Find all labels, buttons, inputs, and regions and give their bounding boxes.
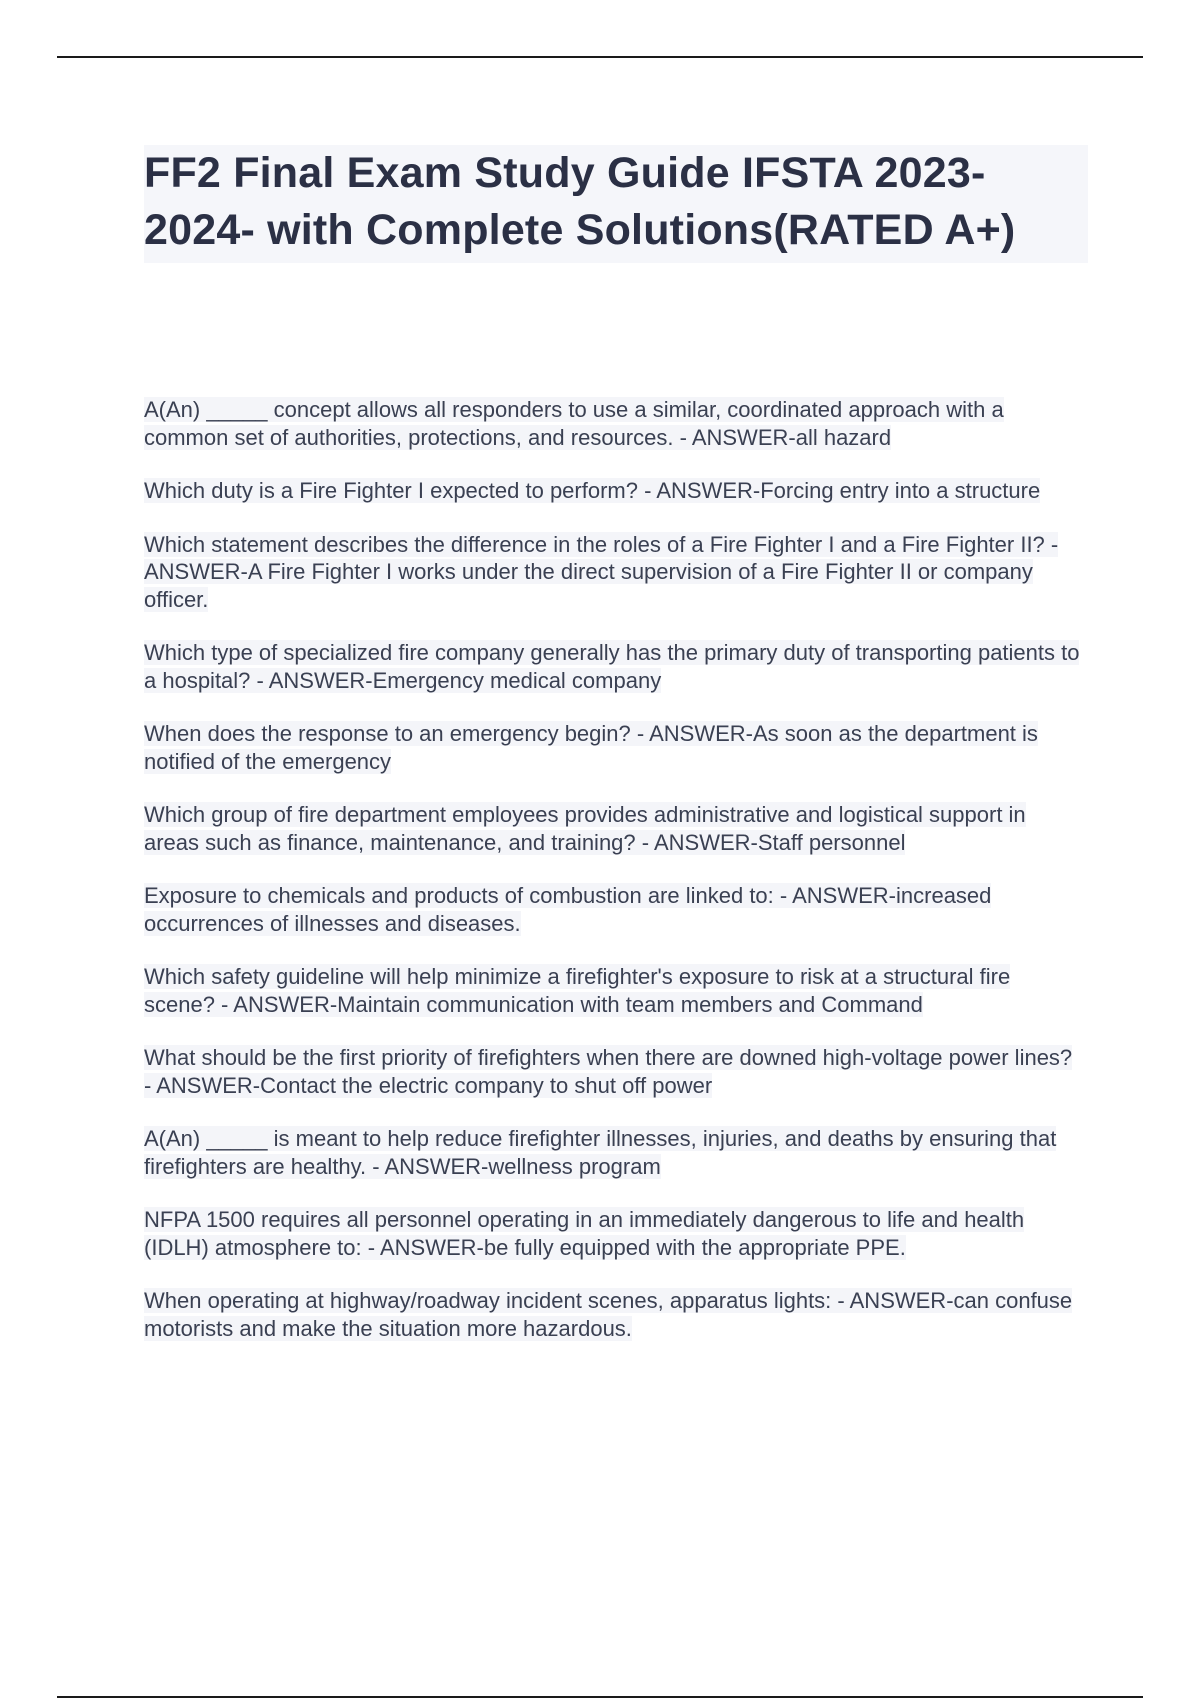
qa-item bbox=[144, 531, 1088, 614]
document-title: FF2 Final Exam Study Guide IFSTA 2023-2024- with Complete Solutions(RATED A+) bbox=[144, 149, 1016, 254]
qa-item bbox=[144, 1287, 1088, 1342]
qa-item bbox=[144, 720, 1088, 775]
qa-text: A(An) _____ is meant to help reduce firefighter illnesses, injuries, and deaths by ensuring that firefighters are healthy. - ANSWER-wellness program bbox=[144, 1126, 1057, 1179]
qa-item bbox=[144, 1044, 1088, 1099]
footer-rule bbox=[57, 1696, 1143, 1698]
qa-text: When does the response to an emergency begin? - ANSWER-As soon as the department is notified of the emergency bbox=[144, 721, 1038, 774]
qa-item bbox=[144, 882, 1088, 937]
qa-list bbox=[144, 396, 1088, 1368]
qa-text: Which group of fire department employees provides administrative and logistical support in areas such as finance, maintenance, and training? - ANSWER-Staff personnel bbox=[144, 802, 1026, 855]
qa-text: NFPA 1500 requires all personnel operating in an immediately dangerous to life and health (IDLH) atmosphere to: - ANSWER-be fully equipped with the appropriate PPE. bbox=[144, 1207, 1025, 1260]
qa-item bbox=[144, 639, 1088, 694]
qa-text: What should be the first priority of firefighters when there are downed high-voltage power lines? - ANSWER-Contact the electric company to shut off power bbox=[144, 1045, 1073, 1098]
qa-text: Which safety guideline will help minimize a firefighter's exposure to risk at a structural fire scene? - ANSWER-Maintain communication with team members and Command bbox=[144, 964, 1011, 1017]
qa-text: Which type of specialized fire company generally has the primary duty of transporting patients to a hospital? - ANSWER-Emergency medical company bbox=[144, 640, 1080, 693]
qa-item bbox=[144, 801, 1088, 856]
qa-item bbox=[144, 477, 1088, 505]
title-block bbox=[144, 145, 1088, 263]
qa-text: Which statement describes the difference in the roles of a Fire Fighter I and a Fire Fighter II? - ANSWER-A Fire Fighter I works under the direct supervision of a Fire Fighter II or company officer. bbox=[144, 531, 1059, 612]
qa-item bbox=[144, 396, 1088, 451]
header-rule bbox=[57, 56, 1143, 58]
qa-item bbox=[144, 963, 1088, 1018]
qa-text: When operating at highway/roadway incident scenes, apparatus lights: - ANSWER-can confuse motorists and make the situation more hazardous. bbox=[144, 1288, 1073, 1341]
qa-text: A(An) _____ concept allows all responders to use a similar, coordinated approach with a common set of authorities, protections, and resources. - ANSWER-all hazard bbox=[144, 397, 1004, 450]
qa-text: Exposure to chemicals and products of combustion are linked to: - ANSWER-increased occurrences of illnesses and diseases. bbox=[144, 883, 992, 936]
qa-item bbox=[144, 1125, 1088, 1180]
qa-item bbox=[144, 1206, 1088, 1261]
qa-text: Which duty is a Fire Fighter I expected to perform? - ANSWER-Forcing entry into a structure bbox=[144, 478, 1041, 503]
